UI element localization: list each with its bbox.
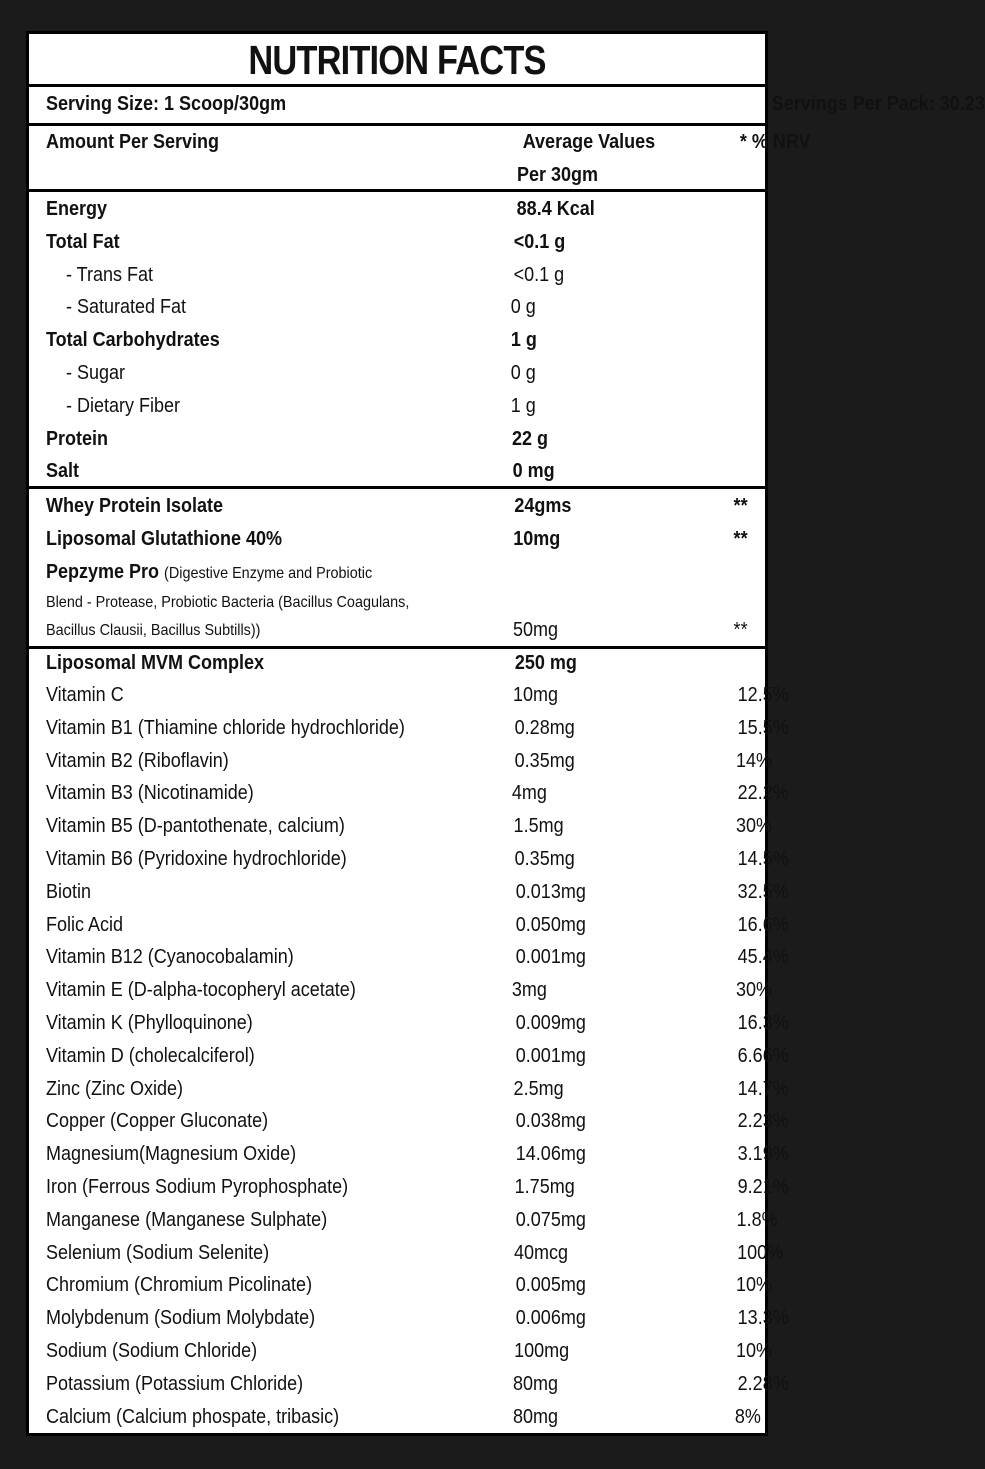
macro-row — [29, 324, 765, 357]
macro-row — [29, 259, 765, 292]
vitamin-row — [29, 1105, 789, 1138]
macro-row — [29, 390, 765, 423]
vitamin-row — [29, 1138, 789, 1171]
nutrient-value: 100mg — [514, 1340, 570, 1362]
vitamin-row — [29, 1237, 784, 1270]
vitamin-row — [29, 1073, 789, 1106]
vitamin-row — [29, 679, 789, 712]
nutrient-nrv: 3.19% — [737, 1143, 789, 1166]
pepzyme-desc-1: (Digestive Enzyme and Probiotic — [164, 565, 373, 582]
nutrient-value: 24gms — [514, 495, 572, 517]
nutrient-name: Vitamin B1 (Thiamine chloride hydrochloride) — [46, 716, 405, 739]
nutrient-name: Selenium (Sodium Selenite) — [46, 1241, 270, 1264]
nutrient-nrv: 30% — [736, 815, 773, 838]
vitamin-row — [29, 745, 773, 778]
nutrient-value: 0.28mg — [514, 716, 575, 739]
nutrient-nrv: 10% — [736, 1340, 773, 1362]
nutrient-value: 1 g — [510, 394, 536, 417]
macro-row — [29, 423, 765, 456]
nutrient-nrv: 100% — [737, 1241, 784, 1264]
nutrient-name: Vitamin B6 (Pyridoxine hydrochloride) — [46, 848, 347, 870]
nutrient-nrv: 16.6% — [737, 913, 789, 936]
pepzyme-desc-3: Bacillus Clausii, Bacillus Subtills)) — [46, 622, 261, 639]
nutrient-nrv: 10% — [736, 1274, 773, 1297]
vitamin-row — [29, 1302, 789, 1335]
nutrient-value: 0 mg — [512, 460, 555, 483]
nutrient-nrv: 30% — [736, 979, 773, 1002]
nutrient-nrv: 45.4% — [737, 946, 789, 969]
column-header-row-2 — [29, 159, 765, 192]
macro-row — [29, 193, 765, 226]
active-row — [29, 490, 765, 523]
nutrient-name: Vitamin C — [46, 684, 124, 706]
nutrient-nrv: 9.21% — [737, 1176, 789, 1198]
vitamin-row — [29, 1040, 789, 1073]
nutrient-name: Vitamin E (D-alpha-tocopheryl acetate) — [46, 979, 356, 1002]
vitamin-row — [29, 843, 789, 876]
nutrient-name: Protein — [46, 427, 109, 450]
nutrient-name: Copper (Copper Gluconate) — [46, 1110, 269, 1133]
servings-per-pack: Servings Per Pack: 30.23 — [771, 93, 985, 115]
header-nrv: * % NRV — [739, 131, 811, 153]
nutrient-value: 0.013mg — [515, 880, 586, 903]
nutrient-value: 0.001mg — [515, 946, 586, 969]
nutrient-name: Vitamin K (Phylloquinone) — [46, 1012, 253, 1034]
macro-row — [29, 226, 765, 259]
nutrient-value: 22 g — [512, 427, 549, 450]
vitamin-row — [29, 810, 773, 843]
nutrient-name: - Trans Fat — [66, 263, 154, 286]
nutrient-name: Vitamin B12 (Cyanocobalamin) — [46, 946, 294, 969]
page-title: NUTRITION FACTS — [248, 37, 546, 83]
nutrient-value: 2.5mg — [513, 1077, 564, 1100]
nutrient-value: 80mg — [513, 1405, 559, 1428]
mvm-name: Liposomal MVM Complex — [46, 652, 265, 674]
nutrient-value: <0.1 g — [513, 263, 565, 286]
macro-row — [29, 455, 765, 488]
nutrition-facts-panel — [26, 31, 985, 1436]
nutrient-value: 0 g — [510, 362, 536, 384]
nutrient-value: 0.001mg — [515, 1044, 586, 1067]
nutrient-name: Salt — [46, 460, 80, 483]
header-average-values: Average Values — [522, 131, 656, 153]
nutrient-nrv: 14% — [736, 749, 773, 772]
nutrient-name: Energy — [46, 198, 108, 220]
nutrient-name: Liposomal Glutathione 40% — [46, 528, 283, 550]
nutrient-name: - Saturated Fat — [66, 296, 187, 319]
nutrient-value: 40mcg — [514, 1241, 569, 1264]
nutrient-name: Magnesium(Magnesium Oxide) — [46, 1143, 297, 1166]
nutrient-nrv: 32.5% — [737, 880, 789, 903]
header-amount: Amount Per Serving — [46, 131, 220, 153]
mvm-row — [29, 647, 765, 680]
pepzyme-row — [29, 556, 765, 589]
nutrient-name: Calcium (Calcium phospate, tribasic) — [46, 1405, 340, 1428]
nutrient-value: 0.35mg — [514, 749, 575, 772]
nutrient-value: 0.006mg — [515, 1307, 586, 1330]
nutrient-value: <0.1 g — [513, 230, 566, 253]
nutrient-value: 0.005mg — [515, 1274, 586, 1297]
pepzyme-nrv: ** — [733, 619, 748, 641]
nutrient-name: Vitamin B5 (D-pantothenate, calcium) — [46, 815, 345, 838]
nutrient-nrv: 22.2% — [737, 782, 789, 805]
nutrient-name: Vitamin B3 (Nicotinamide) — [46, 782, 254, 805]
nutrient-nrv: 6.66% — [737, 1044, 789, 1067]
nutrient-value: 10mg — [513, 528, 561, 550]
nutrient-nrv: 12.5% — [737, 684, 789, 706]
vitamin-row — [29, 941, 789, 974]
nutrient-value: 1 g — [510, 329, 537, 352]
vitamin-row — [29, 974, 773, 1007]
vitamin-row — [29, 1335, 773, 1368]
nutrient-name: - Sugar — [66, 362, 126, 384]
divider — [29, 189, 765, 192]
pepzyme-desc-2: Blend - Protease, Probiotic Bacteria (Bacillus Coagulans, — [46, 594, 410, 611]
divider — [29, 486, 765, 489]
vitamin-row — [29, 1269, 773, 1302]
nutrient-nrv: 16.3% — [737, 1012, 789, 1034]
vitamin-row — [29, 1204, 778, 1237]
serving-info-row — [29, 88, 985, 121]
nutrient-value: 1.75mg — [514, 1176, 575, 1198]
nutrient-value: 0.009mg — [515, 1012, 586, 1034]
nutrient-nrv: 14.5% — [737, 848, 789, 870]
vitamin-row — [29, 876, 789, 909]
nutrient-value: 1.5mg — [513, 815, 564, 838]
nutrient-value: 88.4 Kcal — [516, 198, 595, 220]
nutrient-name: Total Carbohydrates — [46, 329, 220, 352]
nutrient-name: Folic Acid — [46, 913, 124, 936]
header-per-serving: Per 30gm — [517, 164, 599, 186]
nutrient-name: Sodium (Sodium Chloride) — [46, 1340, 258, 1362]
nutrient-nrv: ** — [733, 495, 748, 517]
nutrient-value: 0.038mg — [515, 1110, 586, 1133]
nutrient-nrv: ** — [733, 528, 748, 550]
nutrient-name: Molybdenum (Sodium Molybdate) — [46, 1307, 316, 1330]
nutrient-value: 3mg — [511, 979, 547, 1002]
nutrient-nrv: 14.7% — [737, 1077, 789, 1100]
nutrient-nrv: 2.28% — [737, 1372, 789, 1395]
nutrient-nrv: 8% — [734, 1405, 761, 1428]
vitamin-row — [29, 777, 789, 810]
vitamin-row — [29, 1171, 789, 1204]
nutrient-value: 4mg — [511, 782, 547, 805]
nutrient-name: Zinc (Zinc Oxide) — [46, 1077, 184, 1100]
vitamin-row — [29, 1401, 765, 1434]
vitamin-row — [29, 712, 789, 745]
nutrient-nrv: 2.23% — [737, 1110, 789, 1133]
mvm-value: 250 mg — [514, 652, 577, 674]
pepzyme-row-3 — [29, 614, 765, 647]
nutrient-name: Potassium (Potassium Chloride) — [46, 1372, 304, 1395]
nutrient-name: Chromium (Chromium Picolinate) — [46, 1274, 313, 1297]
nutrient-value: 0.075mg — [515, 1208, 586, 1231]
nutrient-name: Whey Protein Isolate — [46, 495, 224, 517]
nutrient-value: 14.06mg — [515, 1143, 586, 1166]
active-row — [29, 523, 765, 556]
vitamin-row — [29, 1368, 789, 1401]
pepzyme-name: Pepzyme Pro — [46, 561, 160, 583]
macro-row — [29, 357, 765, 390]
nutrient-nrv: 13.3% — [737, 1307, 789, 1330]
serving-size: Serving Size: 1 Scoop/30gm — [46, 93, 287, 115]
nutrient-name: Iron (Ferrous Sodium Pyrophosphate) — [46, 1176, 349, 1198]
nutrient-value: 10mg — [513, 684, 559, 706]
nutrient-value: 0.35mg — [514, 848, 575, 870]
nutrient-name: Manganese (Manganese Sulphate) — [46, 1208, 328, 1231]
nutrient-nrv: 15.5% — [737, 716, 789, 739]
nutrient-nrv: 1.8% — [736, 1208, 778, 1231]
nutrient-value: 0.050mg — [515, 913, 586, 936]
nutrient-name: Biotin — [46, 880, 92, 903]
nutrient-name: Total Fat — [46, 230, 120, 253]
column-header-row — [29, 126, 811, 159]
vitamin-row — [29, 1007, 789, 1040]
nutrient-name: Vitamin D (cholecalciferol) — [46, 1044, 255, 1067]
divider — [29, 84, 765, 87]
macro-row — [29, 291, 765, 324]
nutrient-name: Vitamin B2 (Riboflavin) — [46, 749, 229, 772]
nutrient-value: 0 g — [510, 296, 536, 319]
nutrient-name: - Dietary Fiber — [66, 394, 181, 417]
nutrient-value: 80mg — [513, 1372, 559, 1395]
vitamin-row — [29, 909, 789, 942]
pepzyme-value: 50mg — [513, 619, 559, 641]
